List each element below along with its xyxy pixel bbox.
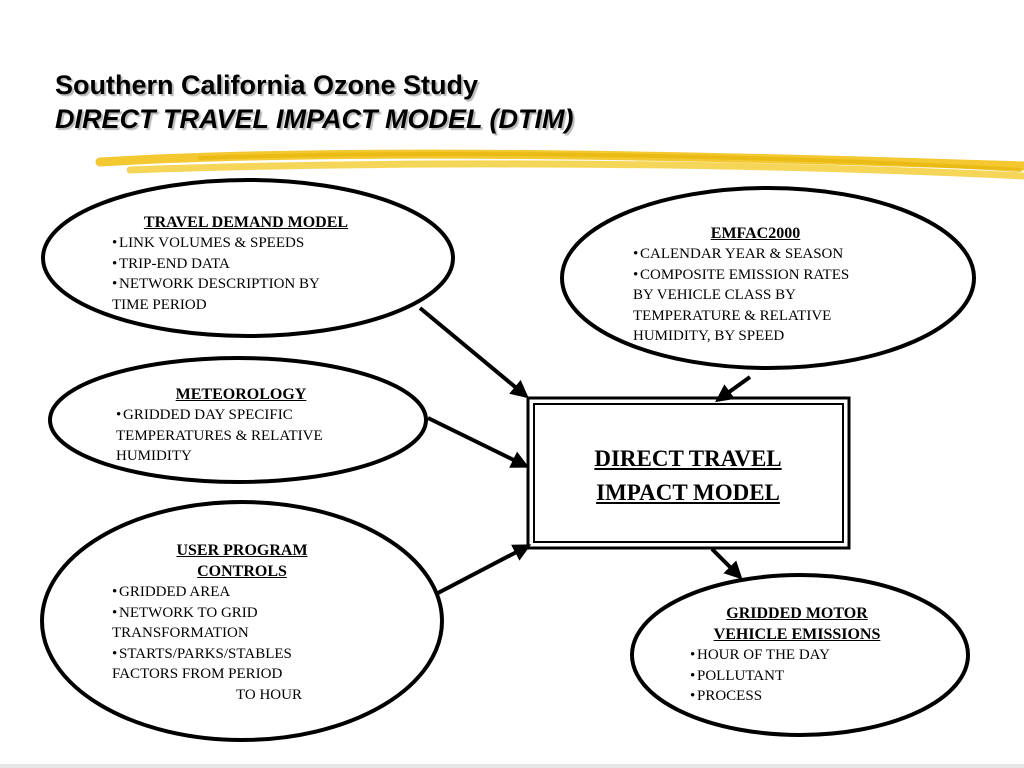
list-item: • STARTS/PARKS/STABLES — [112, 645, 292, 662]
list-item: • HOUR OF THE DAY — [690, 647, 830, 663]
node-meteorology — [116, 384, 366, 467]
list-item: • GRIDDED AREA — [112, 584, 231, 600]
node-user-program — [112, 540, 372, 705]
list-item: • COMPOSITE EMISSION RATES — [633, 266, 850, 283]
gridded-heading-1: GRIDDED MOTOR — [726, 605, 868, 622]
node-gridded-emissions — [690, 603, 914, 707]
arrow-travel-to-center — [420, 308, 526, 396]
highlight-underline — [100, 154, 1024, 176]
list-item-continuation: TEMPERATURES & RELATIVE — [116, 427, 323, 444]
arrow-met-to-center — [428, 418, 526, 466]
emfac-heading: EMFAC2000 — [710, 225, 801, 242]
list-item: • PROCESS — [690, 688, 763, 704]
list-item-continuation: HUMIDITY, BY SPEED — [633, 328, 785, 344]
center-line-2: IMPACT MODEL — [596, 480, 780, 505]
list-item: • CALENDAR YEAR & SEASON — [633, 246, 844, 262]
footer-divider — [0, 764, 1024, 768]
center-model-label — [540, 442, 836, 510]
list-item-continuation: TO HOUR — [236, 686, 302, 703]
travel-demand-heading: TRAVEL DEMAND MODEL — [143, 214, 349, 231]
title-line-2: DIRECT TRAVEL IMPACT MODEL (DTIM) — [55, 104, 574, 134]
list-item: • NETWORK TO GRID — [112, 604, 258, 621]
user-program-heading-2: CONTROLS — [197, 563, 287, 580]
list-item-continuation: TEMPERATURE & RELATIVE — [633, 307, 832, 324]
list-item: • LINK VOLUMES & SPEEDS — [112, 235, 305, 251]
list-item: • POLLUTANT — [690, 667, 785, 684]
meteorology-heading: METEOROLOGY — [175, 386, 307, 403]
title-line-1: Southern California Ozone Study — [55, 70, 479, 100]
arrow-user-to-center — [438, 546, 528, 593]
user-program-heading-1: USER PROGRAM — [176, 542, 308, 559]
list-item-continuation: FACTORS FROM PERIOD — [112, 666, 283, 682]
list-item: • TRIP-END DATA — [112, 255, 230, 272]
node-emfac — [633, 223, 893, 347]
list-item-continuation: HUMIDITY — [116, 448, 192, 464]
gridded-heading-2: VEHICLE EMISSIONS — [713, 626, 881, 643]
list-item: • NETWORK DESCRIPTION BY — [112, 276, 320, 292]
node-travel-demand — [112, 212, 380, 315]
list-item: • GRIDDED DAY SPECIFIC — [116, 407, 293, 423]
center-line-1: DIRECT TRAVEL — [594, 446, 782, 471]
arrow-center-to-emissions — [712, 549, 740, 577]
list-item-continuation: TIME PERIOD — [112, 296, 207, 313]
list-item-continuation: BY VEHICLE CLASS BY — [633, 287, 796, 303]
list-item-continuation: TRANSFORMATION — [112, 625, 249, 641]
